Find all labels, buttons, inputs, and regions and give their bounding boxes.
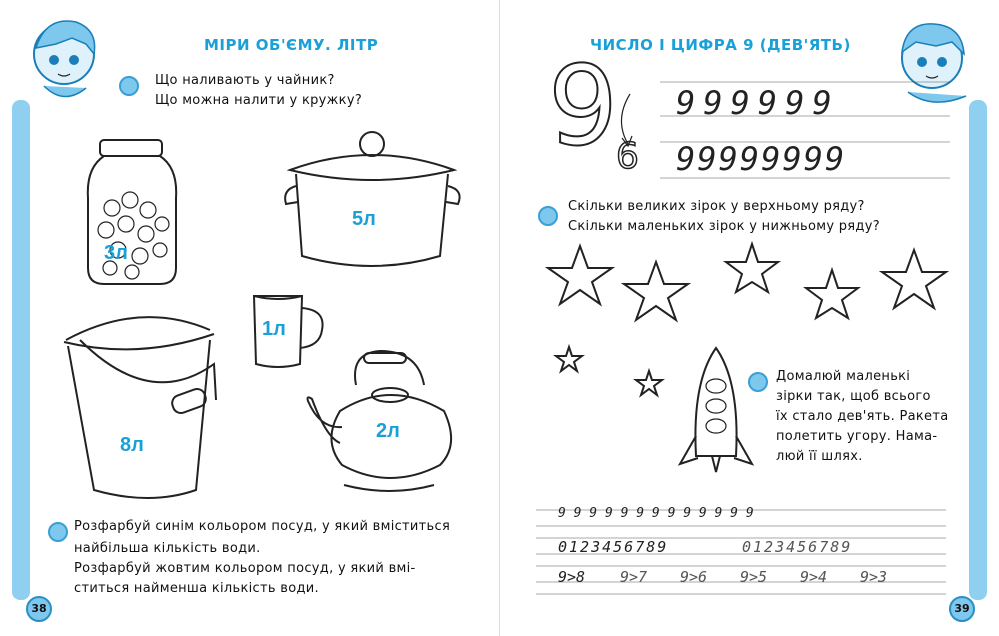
girl-mascot-icon [16,8,106,108]
kettle-volume: 2л [376,420,400,442]
jar-icon [82,138,192,288]
question-bullet-icon [119,76,139,96]
compare-item: 9>5 [740,568,768,586]
right-page-border [969,100,987,600]
pot-volume: 5л [352,208,376,230]
left-page-border [12,100,30,600]
star-icon [726,244,778,292]
right-question-1: Скільки великих зірок у верхньому ряду? [568,199,865,214]
big-digit-nine: 9 [548,42,618,170]
left-page-title: МІРИ ОБ'ЄМУ. ЛІТР [204,36,379,54]
right-page-number: 39 [949,596,975,622]
left-task-1: Розфарбуй синім кольором посуд, у який вміститься [74,519,451,534]
compare-item: 9>4 [800,568,828,586]
mug-volume: 1л [262,318,286,340]
pot-icon [280,130,460,270]
bucket-icon [60,300,230,500]
star-icon [624,262,688,320]
right-question-2: Скільки маленьких зірок у нижньому ряду? [568,219,880,234]
star-icon [548,246,612,304]
star-icon [806,270,858,318]
question-bullet-icon-2 [538,206,558,226]
jar-volume: 3л [104,242,128,264]
compare-item: 9>3 [860,568,888,586]
pencil-bullet-icon [48,522,68,542]
copy-row-1: 9 9 9 9 9 9 9 9 9 9 9 9 9 [558,506,754,521]
star-icon [556,347,582,371]
compare-item: 9>8 [558,568,586,586]
trace-row-2: 99999999 [676,140,847,178]
rocket-icon [676,346,756,476]
page-gutter [499,0,500,636]
left-task-2: найбільша кількість води. [74,541,261,556]
copy-row-2b: 0123456789 [742,538,853,556]
left-question-2: Що можна налити у кружку? [155,93,363,108]
rotate-arrow-icon [610,90,640,150]
compare-item: 9>7 [620,568,648,586]
rocket-text-2: зірки так, щоб всього [776,389,931,404]
big-stars [540,240,960,330]
right-page-title: ЧИСЛО І ЦИФРА 9 (ДЕВ'ЯТЬ) [590,36,851,54]
left-task-4: ститься найменша кількість води. [74,581,319,596]
trace-row-1: 999999 [676,84,840,122]
rocket-text-4: полетить угору. Нама- [776,429,938,444]
star-icon [636,371,662,395]
star-icon [882,250,946,308]
left-task-3: Розфарбуй жовтим кольором посуд, у який вмі- [74,561,416,576]
left-question-1: Що наливають у чайник? [155,73,335,88]
bucket-volume: 8л [120,434,144,456]
small-digit-six: 6 [616,136,639,177]
left-page-number: 38 [26,596,52,622]
rocket-text-3: їх стало дев'ять. Ракета [776,409,949,424]
small-stars [555,345,675,405]
pencil-bullet-icon-2 [748,372,768,392]
rocket-text-5: люй її шлях. [776,449,863,464]
copy-row-2a: 0123456789 [558,538,669,556]
compare-item: 9>6 [680,568,708,586]
rocket-text-1: Домалюй маленькі [776,369,911,384]
